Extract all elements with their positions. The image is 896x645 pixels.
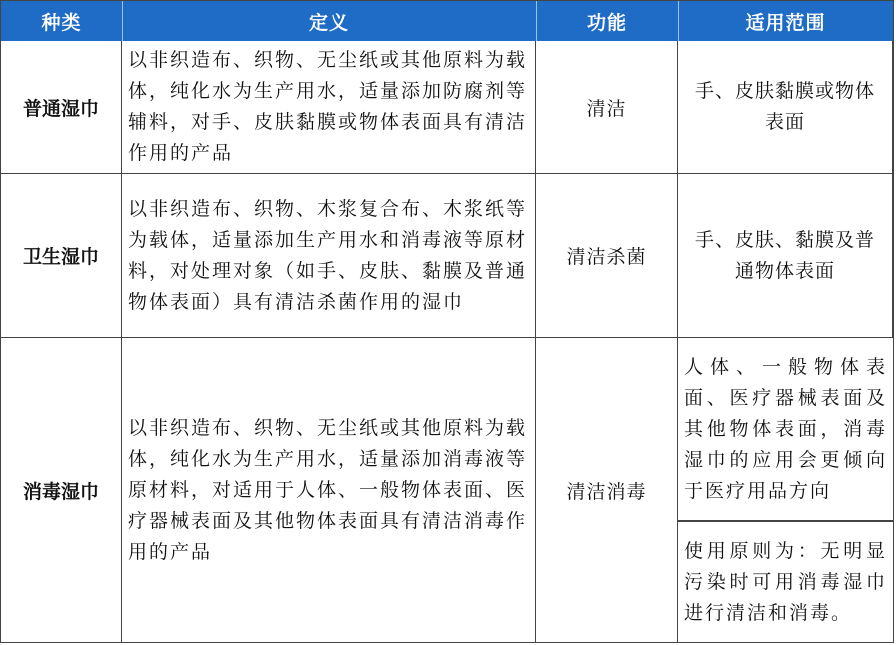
row-2-scope: 手、皮肤、黏膜及普通物体表面 — [678, 174, 893, 338]
row-2-definition: 以非织造布、织物、木浆复合布、木浆纸等为载体，适量添加生产用水和消毒液等原材料，对处理对象（如手、皮肤、黏膜及普通物体表面）具有清洁杀菌作用的湿巾 — [122, 174, 536, 338]
header-function: 功能 — [536, 1, 678, 41]
header-definition: 定义 — [122, 1, 536, 41]
header-divider — [536, 1, 537, 41]
row-1-function: 清洁 — [536, 41, 678, 174]
row-1-type: 普通湿巾 — [1, 41, 122, 174]
row-2-function: 清洁杀菌 — [536, 174, 678, 338]
row-3-definition: 以非织造布、织物、无尘纸或其他原料为载体，纯化水为生产用水，适量添加消毒液等原材料，对适用于人体、一般物体表面、医疗器械表面及其他物体表面具有清洁消毒作用的产品 — [122, 338, 536, 642]
row-3-scope-usage-principle: 使用原则为：无明显污染时可用消毒湿巾进行清洁和消毒。 — [678, 521, 893, 642]
row-1-scope: 手、皮肤黏膜或物体表面 — [678, 41, 893, 174]
row-2-type: 卫生湿巾 — [1, 174, 122, 338]
row-3-function: 清洁消毒 — [536, 338, 678, 642]
header-divider — [678, 1, 679, 41]
row-3-type: 消毒湿巾 — [1, 338, 122, 642]
row-1-definition: 以非织造布、织物、无尘纸或其他原料为载体，纯化水为生产用水，适量添加防腐剂等辅料，对手、皮肤黏膜或物体表面具有清洁作用的产品 — [122, 41, 536, 174]
row-3-scope-applications: 人体、一般物体表面、医疗器械表面及其他物体表面，消毒湿巾的应用会更倾向于医疗用品方向 — [678, 338, 893, 521]
header-type: 种类 — [1, 1, 122, 41]
header-scope: 适用范围 — [678, 1, 893, 41]
header-divider — [122, 1, 123, 41]
